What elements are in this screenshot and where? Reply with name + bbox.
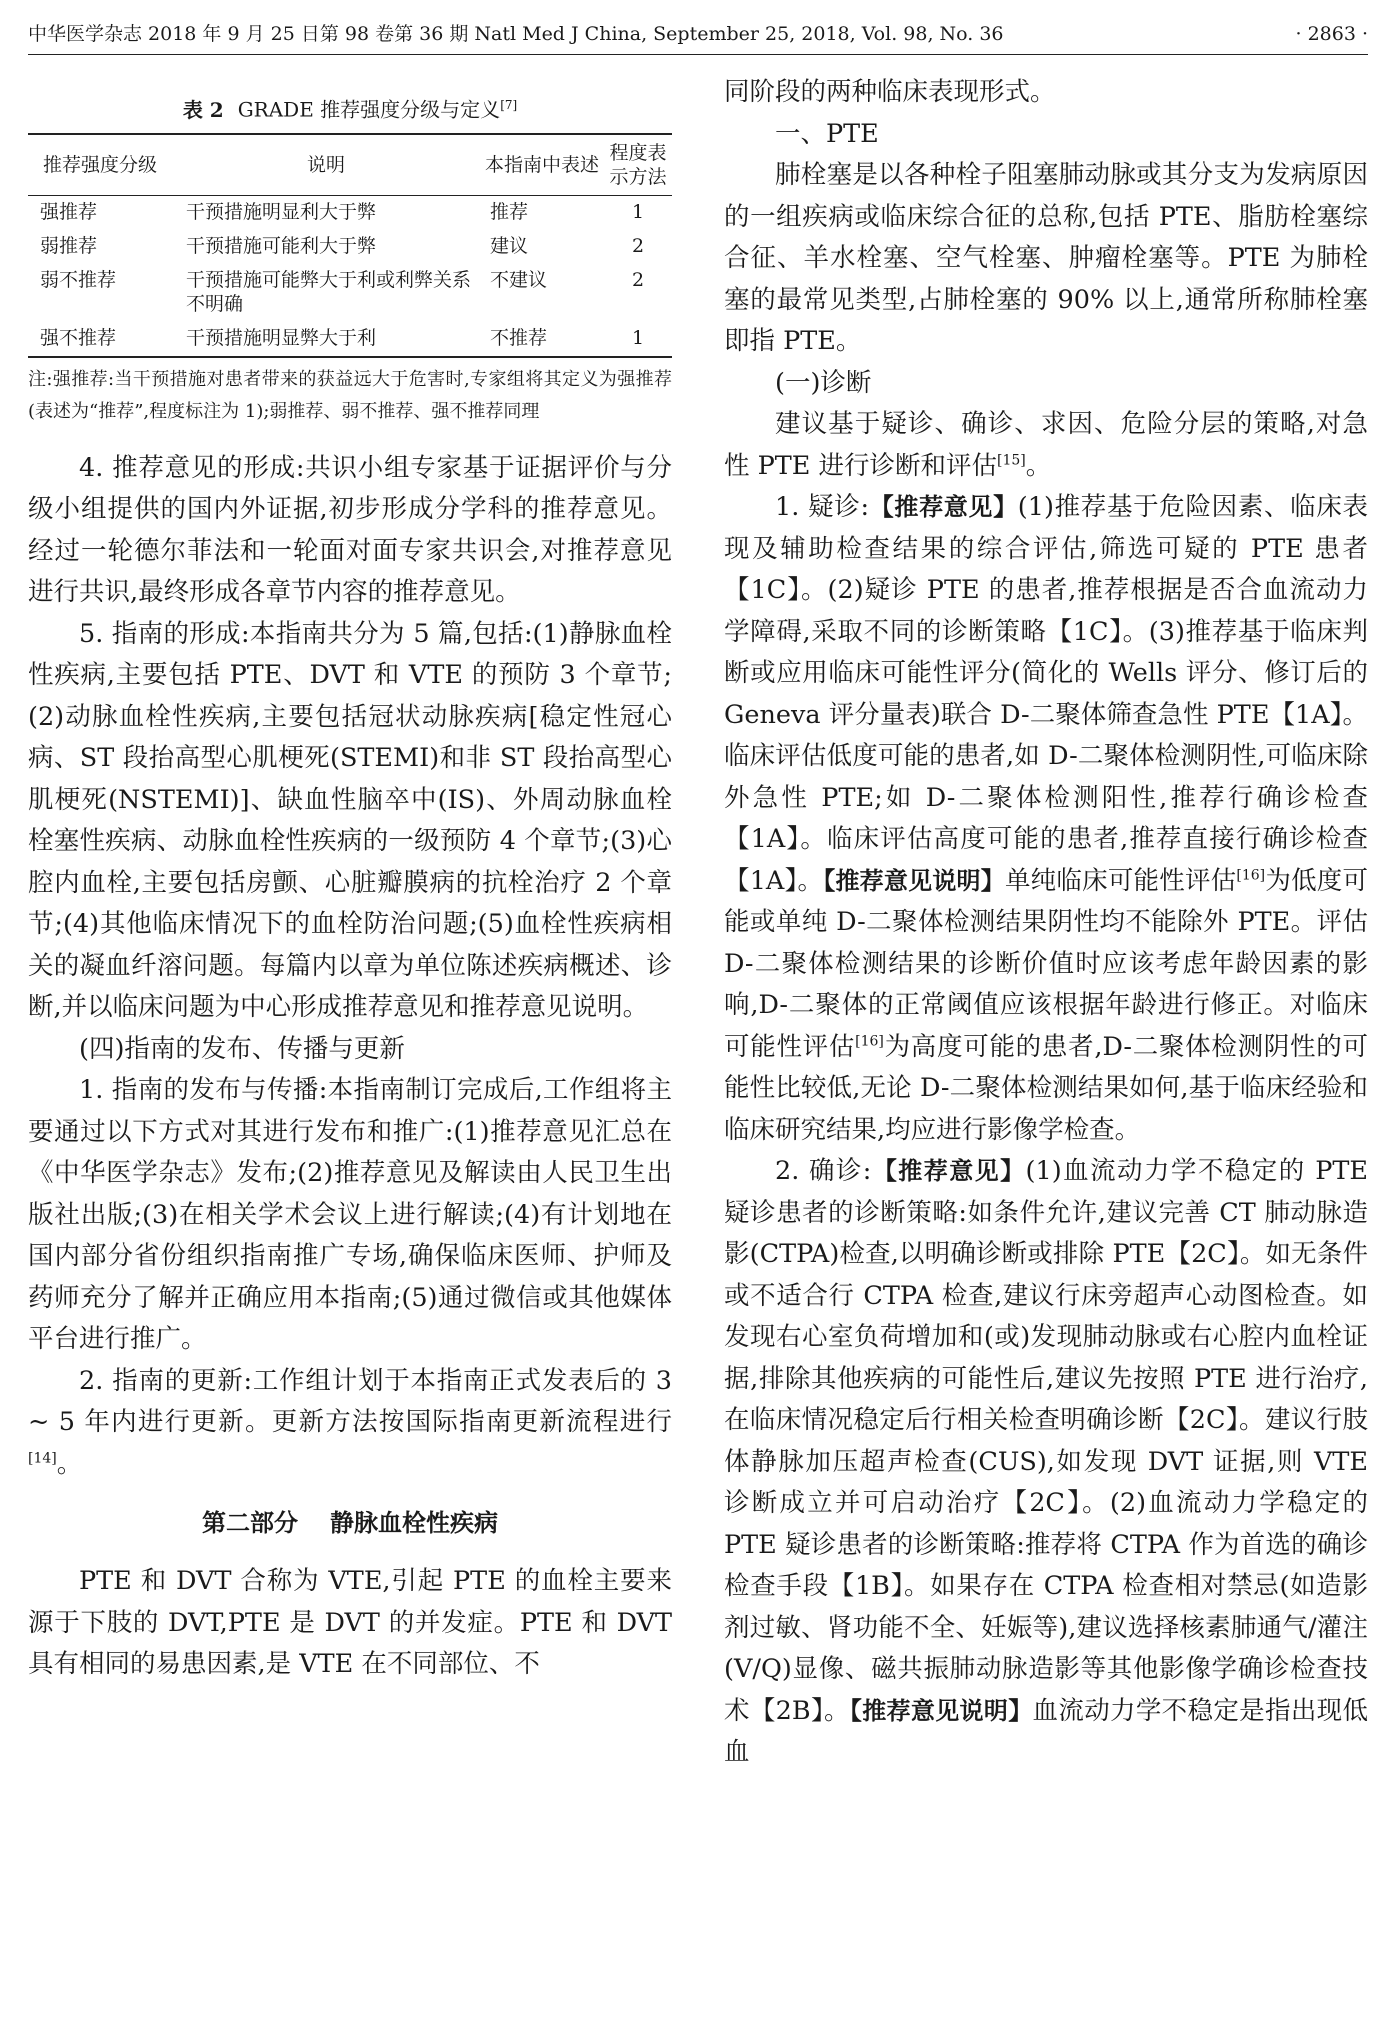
grade-table xyxy=(28,133,672,358)
right-column xyxy=(724,72,1368,1774)
page-number: · 2863 · xyxy=(1295,23,1368,45)
paragraph-recommendation-formation: 4. 推荐意见的形成:共识小组专家基于证据评价与分级小组提供的国内外证据,初步形成分学科的推荐意见。经过一轮德尔菲法和一轮面对面专家共识会,对推荐意见进行共识,最终形成各章节内容的推荐意见。 xyxy=(28,452,672,608)
section-heading-pte: 一、PTE xyxy=(775,118,879,149)
table-row xyxy=(28,264,672,322)
citation-ref: [16] xyxy=(1236,867,1266,883)
section-heading-publication: (四)指南的发布、传播与更新 xyxy=(79,1033,405,1064)
table-cell: 不建议 xyxy=(490,268,548,291)
recommendation-keyword: 【推荐意见】 xyxy=(871,1157,1026,1185)
paragraph-text: 2. 指南的更新:工作组计划于本指南正式发表后的 3 ~ 5 年内进行更新。更新方法按国际指南更新流程进行 xyxy=(28,1365,672,1438)
table-cell: 干预措施明显利大于弊 xyxy=(186,200,377,223)
citation-ref: [16] xyxy=(855,1033,884,1049)
running-header xyxy=(28,18,1368,50)
citation-ref: [14] xyxy=(28,1450,57,1467)
paragraph-diagnosis-strategy xyxy=(724,404,1368,487)
part-title xyxy=(28,1503,672,1543)
paragraph-suspected-diagnosis xyxy=(724,487,1368,1151)
part-name: 静脉血栓性疾病 xyxy=(330,1509,498,1538)
citation-ref: [15] xyxy=(997,452,1026,468)
section-heading-diagnosis: (一)诊断 xyxy=(775,367,872,398)
item-label: 2. 确诊: xyxy=(775,1156,872,1186)
recommendation-note-keyword: 【推荐意见说明】 xyxy=(849,1696,1033,1725)
table-cell: 2 xyxy=(631,268,645,291)
table-cell: 干预措施明显弊大于利 xyxy=(186,326,377,349)
paragraph-end: 。 xyxy=(56,1448,83,1479)
table-label: 表 2 xyxy=(182,97,224,122)
recommendation-note-keyword: 【推荐意见说明】 xyxy=(823,866,1005,895)
table-cell: 强不推荐 xyxy=(40,326,117,349)
table-cell: 弱不推荐 xyxy=(40,268,117,291)
header-description: 说明 xyxy=(306,153,345,176)
paragraph-vte-intro: PTE 和 DVT 合称为 VTE,引起 PTE 的血栓主要来源于下肢的 DVT,PTE 是 DVT 的并发症。PTE 和 DVT 具有相同的易患因素,是 VTE 在不同部位、不 xyxy=(28,1566,672,1680)
table-cell: 干预措施可能利大于弊 xyxy=(186,234,377,257)
header-strength: 推荐强度分级 xyxy=(42,153,157,176)
paragraph-text: 为低度可能或单纯 D-二聚体检测结果阴性均不能除外 PTE。评估 D-二聚体检测结果的诊断价值时应该考虑年龄因素的影响,D-二聚体的正常阈值应该根据年龄进行修正。对临床可能性评估 xyxy=(724,865,1368,1062)
part-number: 第二部分 xyxy=(202,1509,298,1538)
paragraph-guideline-formation: 5. 指南的形成:本指南共分为 5 篇,包括:(1)静脉血栓性疾病,主要包括 PTE、DVT 和 VTE 的预防 3 个章节;(2)动脉血栓性疾病,主要包括冠状动脉疾病[稳定性冠心病、ST 段抬高型心肌梗死(STEMI)和非 ST 段抬高型心肌梗死(NSTEMI)]、缺血性脑卒中(IS)、外周动脉血栓栓塞性疾病、动脉血栓性疾病的一级预防 4 个章节;(3)心腔内血栓,主要包括房颤、心脏瓣膜病的抗栓治疗 2 个章节;(4)其他临床情况下的血栓防治问题;(5)血栓性疾病相关的凝血纤溶问题。每篇内以章为单位陈述疾病概述、诊断,并以临床问题为中心形成推荐意见和推荐意见说明。 xyxy=(28,618,672,1023)
table-caption xyxy=(28,90,672,125)
journal-citation: 中华医学杂志 2018 年 9 月 25 日第 98 卷第 36 期 Natl Med J China, September 25, 2018, Vol. 98, No. 36 xyxy=(28,23,1004,45)
table-row xyxy=(28,230,672,264)
table-header-row xyxy=(28,134,672,196)
left-column xyxy=(28,90,672,1686)
paragraph-text: 单纯临床可能性评估 xyxy=(1004,865,1237,896)
table-cell: 弱推荐 xyxy=(40,234,98,257)
paragraph-text: 血流动力学不稳定是指出现低血 xyxy=(724,1695,1368,1767)
paragraph-text: (1)推荐基于危险因素、临床表现及辅助检查结果的综合评估,筛选可疑的 PTE 患者【1C】。(2)疑诊 PTE 的患者,推荐根据是否合血流动力学障碍,采取不同的诊断策略【1C】。(3)推荐基于临床判断或应用临床可能性评分(简化的 Wells 评分、修订后的 Geneva 评分量表)联合 D-二聚体筛查急性 PTE【1A】。临床评估低度可能的患者,如 D-二聚体检测阴性,可临床除外急性 PTE;如 D-二聚体检测阳性,推荐行确诊检查【1A】。临床评估高度可能的患者,推荐直接行确诊检查【1A】。 xyxy=(724,492,1369,896)
table-cell: 1 xyxy=(631,326,645,349)
table-cell: 干预措施可能弊大于利或利弊关系不明确 xyxy=(186,268,472,315)
header-rule xyxy=(28,54,1368,55)
table-cell: 1 xyxy=(631,200,645,223)
table-title: GRADE 推荐强度分级与定义 xyxy=(237,97,501,122)
paragraph-text: 建议基于疑诊、确诊、求因、危险分层的策略,对急性 PTE 进行诊断和评估 xyxy=(724,409,1368,481)
header-notation: 程度表示方法 xyxy=(609,141,667,188)
item-label: 1. 疑诊: xyxy=(775,492,870,522)
table-cell: 推荐 xyxy=(490,200,529,223)
recommendation-keyword: 【推荐意见】 xyxy=(869,493,1018,521)
paragraph-end: 。 xyxy=(1025,450,1052,481)
table-row xyxy=(28,195,672,230)
table-cell: 2 xyxy=(631,234,645,257)
table-cell: 强推荐 xyxy=(40,200,98,223)
paragraph-confirmed-diagnosis xyxy=(724,1151,1368,1774)
table-title-ref: [7] xyxy=(500,98,518,112)
paragraph-continuation: 同阶段的两种临床表现形式。 xyxy=(724,77,1056,107)
paragraph-publication: 1. 指南的发布与传播:本指南制订完成后,工作组将主要通过以下方式对其进行发布和推广:(1)推荐意见汇总在《中华医学杂志》发布;(2)推荐意见及解读由人民卫生出版社出版;(3)在相关学术会议上进行解读;(4)有计划地在国内部分省份组织指南推广专场,确保临床医师、护师及药师充分了解并正确应用本指南;(5)通过微信或其他媒体平台进行推广。 xyxy=(28,1075,672,1355)
paragraph-pe-definition: 肺栓塞是以各种栓子阻塞肺动脉或其分支为发病原因的一组疾病或临床综合征的总称,包括 PTE、脂肪栓塞综合征、羊水栓塞、空气栓塞、肿瘤栓塞等。PTE 为肺栓塞的最常见类型,占肺栓塞的 90% 以上,通常所称肺栓塞即指 PTE。 xyxy=(724,160,1368,356)
table-row xyxy=(28,322,672,357)
paragraph-text: (1)血流动力学不稳定的 PTE 疑诊患者的诊断策略:如条件允许,建议完善 CT 肺动脉造影(CTPA)检查,以明确诊断或排除 PTE【2C】。如无条件或不适合行 CTPA 检查,建议行床旁超声心动图检查。如发现右心室负荷增加和(或)发现肺动脉或右心腔内血栓证据,排除其他疾病的可能性后,建议先按照 PTE 进行治疗,在临床情况稳定后行相关检查明确诊断【2C】。建议行肢体静脉加压超声检查(CUS),如发现 DVT 证据,则 VTE 诊断成立并可启动治疗【2C】。(2)血流动力学稳定的 PTE 疑诊患者的诊断策略:推荐将 CTPA 作为首选的确诊检查手段【1B】。如果存在 CTPA 检查相对禁忌(如造影剂过敏、肾功能不全、妊娠等),建议选择核素肺通气/灌注(V/Q)显像、磁共振肺动脉造影等其他影像学确诊检查技术【2B】。 xyxy=(724,1156,1369,1726)
table-cell: 建议 xyxy=(490,234,529,257)
paragraph-text: 为高度可能的患者,D-二聚体检测阴性的可能性比较低,无论 D-二聚体检测结果如何,基于临床经验和临床研究结果,均应进行影像学检查。 xyxy=(724,1031,1368,1145)
header-expression: 本指南中表述 xyxy=(484,153,599,176)
table-note: 注:强推荐:当干预措施对患者带来的获益远大于危害时,专家组将其定义为强推荐(表述为“推荐”,程度标注为 1);弱推荐、弱不推荐、强不推荐同理 xyxy=(28,368,672,422)
table-cell: 不推荐 xyxy=(490,326,548,349)
paragraph-update xyxy=(28,1361,672,1486)
